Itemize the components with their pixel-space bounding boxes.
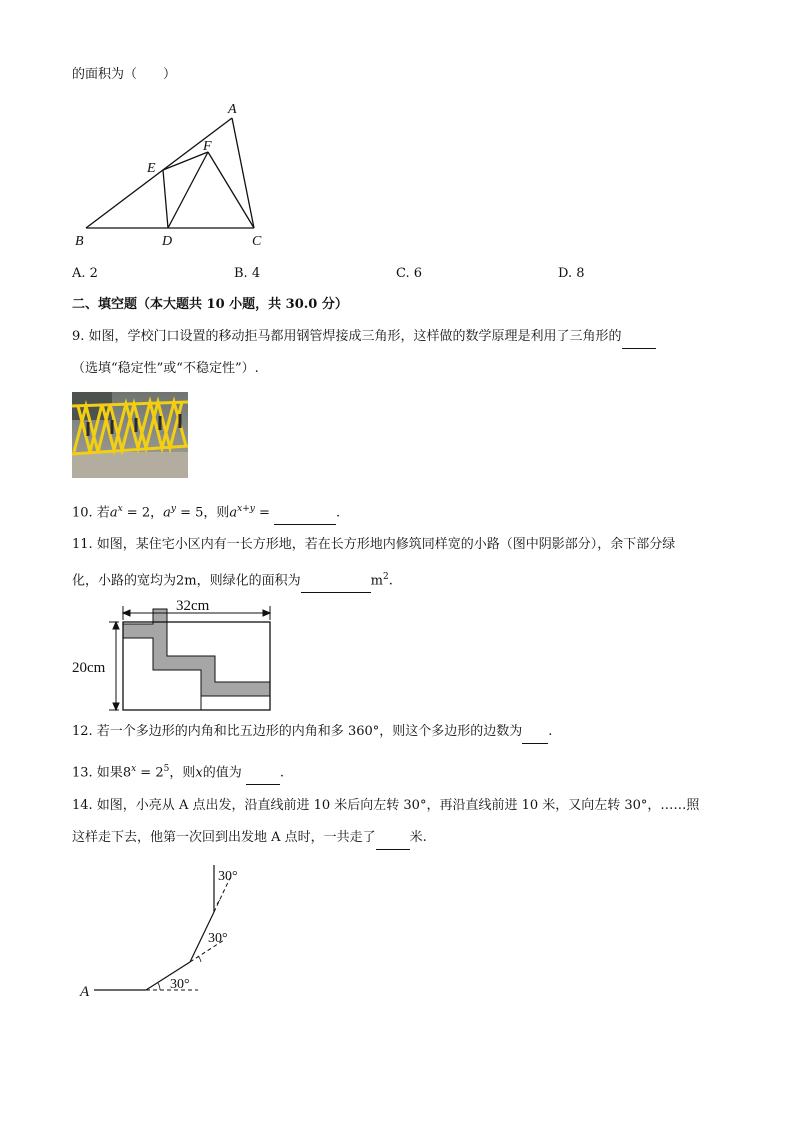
q10-exp-x: x xyxy=(117,504,123,514)
answer-blank xyxy=(301,574,371,593)
q11-text-b: ，则绿化的面积为 xyxy=(196,573,301,589)
q12-line xyxy=(72,723,552,744)
rect-top-label: 32cm xyxy=(176,598,210,614)
q10-eq3: = xyxy=(254,505,275,521)
garden-figure xyxy=(70,594,280,716)
label-f: F xyxy=(203,139,212,154)
option-b: B. 4 xyxy=(234,266,261,281)
q13-after: ，则 xyxy=(169,765,196,781)
q10-prefix: 10. 若 xyxy=(72,505,110,521)
angle-label-1: 30° xyxy=(170,977,190,992)
label-a: A xyxy=(228,102,237,117)
q11-end: . xyxy=(388,573,393,589)
label-e: E xyxy=(147,161,156,176)
q11-unit-exp: 2 xyxy=(382,572,389,582)
q10-line xyxy=(72,500,340,525)
q10-eq1: = 2， xyxy=(122,505,164,521)
answer-blank xyxy=(246,766,280,785)
q13-var: x xyxy=(195,765,203,781)
q10-exp-y: y xyxy=(170,504,176,514)
path-figure xyxy=(76,860,276,1005)
angle-label-2: 30° xyxy=(208,931,228,946)
rect-left-label: 20cm xyxy=(72,660,106,676)
answer-blank xyxy=(274,506,336,525)
q10-end: . xyxy=(336,505,341,521)
triangle-figure xyxy=(60,95,290,255)
option-c: C. 6 xyxy=(396,266,423,281)
q8-tail-text: 的面积为（ ） xyxy=(72,67,177,82)
answer-blank xyxy=(522,725,548,744)
angle-label-3: 30° xyxy=(218,869,238,884)
label-b: B xyxy=(75,234,84,249)
q9-line2: （选填“稳定性”或“不稳定性”）. xyxy=(72,361,259,376)
section-heading: 二、填空题（本大题共 10 小题，共 30.0 分） xyxy=(72,297,348,312)
q10-var-a: a xyxy=(109,505,118,521)
q12-text: 12. 若一个多边形的内角和比五边形的内角和多 360°，则这个多边形的边数为 xyxy=(72,724,523,739)
q12-end: . xyxy=(548,724,553,739)
answer-blank xyxy=(376,831,410,850)
q13-line xyxy=(72,760,284,785)
q14-line2 xyxy=(72,829,427,850)
q11-text-a: 化，小路的宽均为 xyxy=(72,573,177,589)
q13-tail: 的值为 xyxy=(202,765,242,781)
q11-width: 2m xyxy=(176,573,197,589)
q13-mid: = 2 xyxy=(136,765,164,781)
q13-prefix: 13. 如果 xyxy=(72,765,123,781)
q10-eq2: = 5，则 xyxy=(175,505,230,521)
q13-exp-x: x xyxy=(131,764,137,774)
q14-text-a: 这样走下去，他第一次回到出发地 A 点时，一共走了 xyxy=(72,830,376,845)
barrier-photo xyxy=(72,392,188,478)
label-d: D xyxy=(162,234,173,249)
q9-text: 9. 如图，学校门口设置的移动拒马都用钢管焊接成三角形，这样做的数学原理是利用了三角形的 xyxy=(72,329,622,344)
q13-exp-5: 5 xyxy=(163,764,170,774)
q11-unit: m xyxy=(370,573,383,589)
path-start-label: A xyxy=(80,984,90,1000)
label-c: C xyxy=(252,234,262,249)
q9-line1 xyxy=(72,328,656,349)
answer-blank xyxy=(622,330,656,349)
q11-line2 xyxy=(72,568,393,593)
q10-var-a3: a xyxy=(229,505,238,521)
q10-exp-xy: x+y xyxy=(237,504,255,514)
q14-line1: 14. 如图，小亮从 A 点出发，沿直线前进 10 米后向左转 30°，再沿直线前进 10 米，又向左转 30°，……照 xyxy=(72,798,700,813)
q11-line1: 11. 如图，某住宅小区内有一长方形地，若在长方形地内修筑同样宽的小路（图中阴影部分），余下部分绿 xyxy=(72,537,676,552)
q10-var-a2: a xyxy=(163,505,171,521)
q14-text-b: 米. xyxy=(409,830,427,845)
q13-end: . xyxy=(279,765,284,781)
option-a: A. 2 xyxy=(72,266,98,281)
q13-base: 8 xyxy=(122,765,132,781)
option-d: D. 8 xyxy=(558,266,585,281)
